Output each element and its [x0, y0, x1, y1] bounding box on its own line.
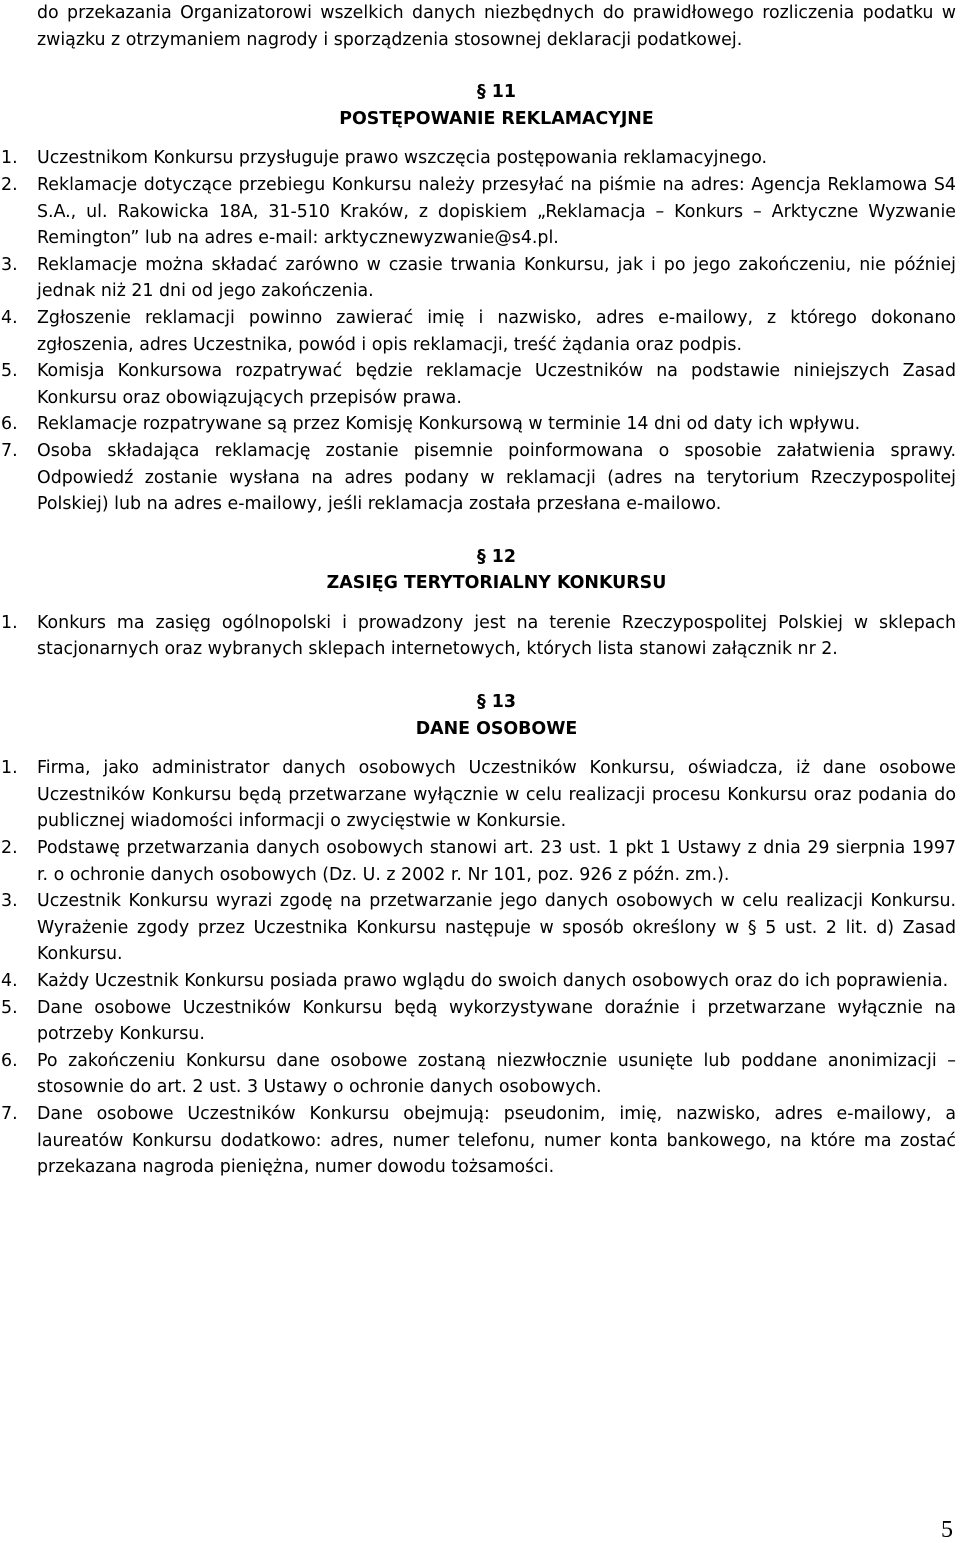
item-text: Dane osobowe Uczestników Konkursu będą wykorzystywane doraźnie i przetwarzane wyłącznie na potrzeby Konkursu. [37, 997, 956, 1045]
item-text: Zgłoszenie reklamacji powinno zawierać imię i nazwisko, adres e-mailowy, z którego dokonano zgłoszenia, adres Uczestnika, powód i opis reklamacji, treść żądania oraz podpis. [37, 307, 956, 355]
list-item [1, 610, 956, 663]
section-heading [37, 79, 956, 132]
item-text: Reklamacje dotyczące przebiegu Konkursu należy przesyłać na piśmie na adres: Agencja Reklamowa S4 S.A., ul. Rakowicka 18A, 31-510 Kraków, z dopiskiem „Reklamacja – Konkurs – Arktyczne Wyzwanie Remington” lub na adres e-mail: arktycznewyzwanie@s4.pl. [37, 174, 956, 249]
section-title: POSTĘPOWANIE REKLAMACYJNE [339, 108, 654, 129]
item-number: 7. [1, 440, 18, 461]
item-text: Komisja Konkursowa rozpatrywać będzie reklamacje Uczestników na podstawie niniejszych Zasad Konkursu oraz obowiązujących przepisów prawa. [37, 361, 956, 408]
item-number: 6. [1, 414, 18, 435]
section-list [1, 610, 956, 663]
page-number: 5 [941, 1517, 953, 1543]
section-number: § 13 [477, 692, 516, 713]
item-text: Osoba składająca reklamację zostanie pisemnie poinformowana o sposobie załatwienia sprawy. Odpowiedź zostanie wysłana na adres podany w reklamacji (adres na terytorium Rzeczypospolitej Polskiej) lub na adres e-mailowy, jeśli reklamacja została przesłana e-mailowo. [37, 440, 956, 515]
section-number: § 12 [477, 546, 516, 567]
item-text: Po zakończeniu Konkursu dane osobowe zostaną niezwłocznie usunięte lub poddane anonimizacji – stosownie do art. 2 ust. 3 Ustawy o ochronie danych osobowych. [37, 1050, 956, 1098]
section-number: § 11 [477, 82, 516, 103]
section-heading [37, 689, 956, 742]
list-item [1, 835, 956, 888]
item-number: 4. [1, 971, 18, 991]
list-item [1, 411, 956, 438]
list-item [1, 755, 956, 835]
item-number: 1. [1, 758, 18, 779]
list-item [1, 358, 956, 411]
section-title: DANE OSOBOWE [415, 718, 578, 739]
item-number: 5. [1, 997, 18, 1018]
item-number: 3. [1, 254, 18, 275]
section-12 [1, 544, 956, 663]
list-item [1, 252, 956, 305]
list-item [1, 145, 956, 172]
section-list [1, 145, 956, 517]
intro-paragraph: do przekazania Organizatorowi wszelkich danych niezbędnych do prawidłowego rozliczenia podatku w związku z otrzymaniem nagrody i sporządzenia stosownej deklaracji podatkowej. [37, 3, 956, 50]
item-number: 6. [1, 1050, 18, 1071]
item-text: Dane osobowe Uczestników Konkursu obejmują: pseudonim, imię, nazwisko, adres e-mailowy, a laureatów Konkursu dodatkowo: adres, numer telefonu, numer konta bankowego, na które ma zostać przekazana nagroda pieniężna, numer dowodu tożsamości. [37, 1103, 956, 1178]
document-page [1, 0, 956, 1181]
item-number: 7. [1, 1103, 18, 1124]
item-text: Uczestnik Konkursu wyrazi zgodę na przetwarzanie jego danych osobowych w celu realizacji Konkursu. Wyrażenie zgody przez Uczestnika Konkursu następuje w sposób określony w § 5 ust. 2 lit. d) Zasad Konkursu. [37, 891, 956, 965]
item-number: 4. [1, 307, 18, 328]
item-number: 1. [1, 148, 18, 169]
list-item [1, 968, 956, 995]
list-item [1, 172, 956, 252]
list-item [1, 438, 956, 518]
item-text: Podstawę przetwarzania danych osobowych stanowi art. 23 ust. 1 pkt 1 Ustawy z dnia 29 sierpnia 1997 r. o ochronie danych osobowych (Dz. U. z 2002 r. Nr 101, poz. 926 z późn. zm.). [37, 838, 956, 885]
item-text: Reklamacje można składać zarówno w czasie trwania Konkursu, jak i po jego zakończeniu, nie później jednak niż 21 dni od jego zakończenia. [37, 254, 956, 302]
item-text: Uczestnikom Konkursu przysługuje prawo wszczęcia postępowania reklamacyjnego. [37, 148, 768, 169]
list-item [1, 1101, 956, 1181]
item-text: Reklamacje rozpatrywane są przez Komisję Konkursową w terminie 14 dni od daty ich wpływu. [37, 414, 861, 435]
item-text: Firma, jako administrator danych osobowych Uczestników Konkursu, oświadcza, iż dane osobowe Uczestników Konkursu będą przetwarzane wyłącznie w celu realizacji procesu Konkursu oraz podania do publicznej wiadomości informacji o zwycięstwie w Konkursie. [37, 758, 956, 832]
section-heading [37, 544, 956, 597]
item-number: 2. [1, 838, 18, 859]
item-number: 2. [1, 174, 18, 195]
section-11 [1, 79, 956, 518]
item-text: Każdy Uczestnik Konkursu posiada prawo wglądu do swoich danych osobowych oraz do ich poprawienia. [37, 971, 949, 991]
item-text: Konkurs ma zasięg ogólnopolski i prowadzony jest na terenie Rzeczypospolitej Polskiej w sklepach stacjonarnych oraz wybranych sklepach internetowych, których lista stanowi załącznik nr 2. [37, 612, 956, 660]
list-item [1, 888, 956, 968]
list-item [1, 995, 956, 1048]
section-13 [1, 689, 956, 1181]
item-number: 3. [1, 891, 18, 912]
item-number: 1. [1, 612, 18, 633]
section-title: ZASIĘG TERYTORIALNY KONKURSU [326, 573, 667, 594]
list-item [1, 305, 956, 358]
item-number: 5. [1, 361, 18, 382]
section-list [1, 755, 956, 1181]
list-item [1, 1048, 956, 1101]
